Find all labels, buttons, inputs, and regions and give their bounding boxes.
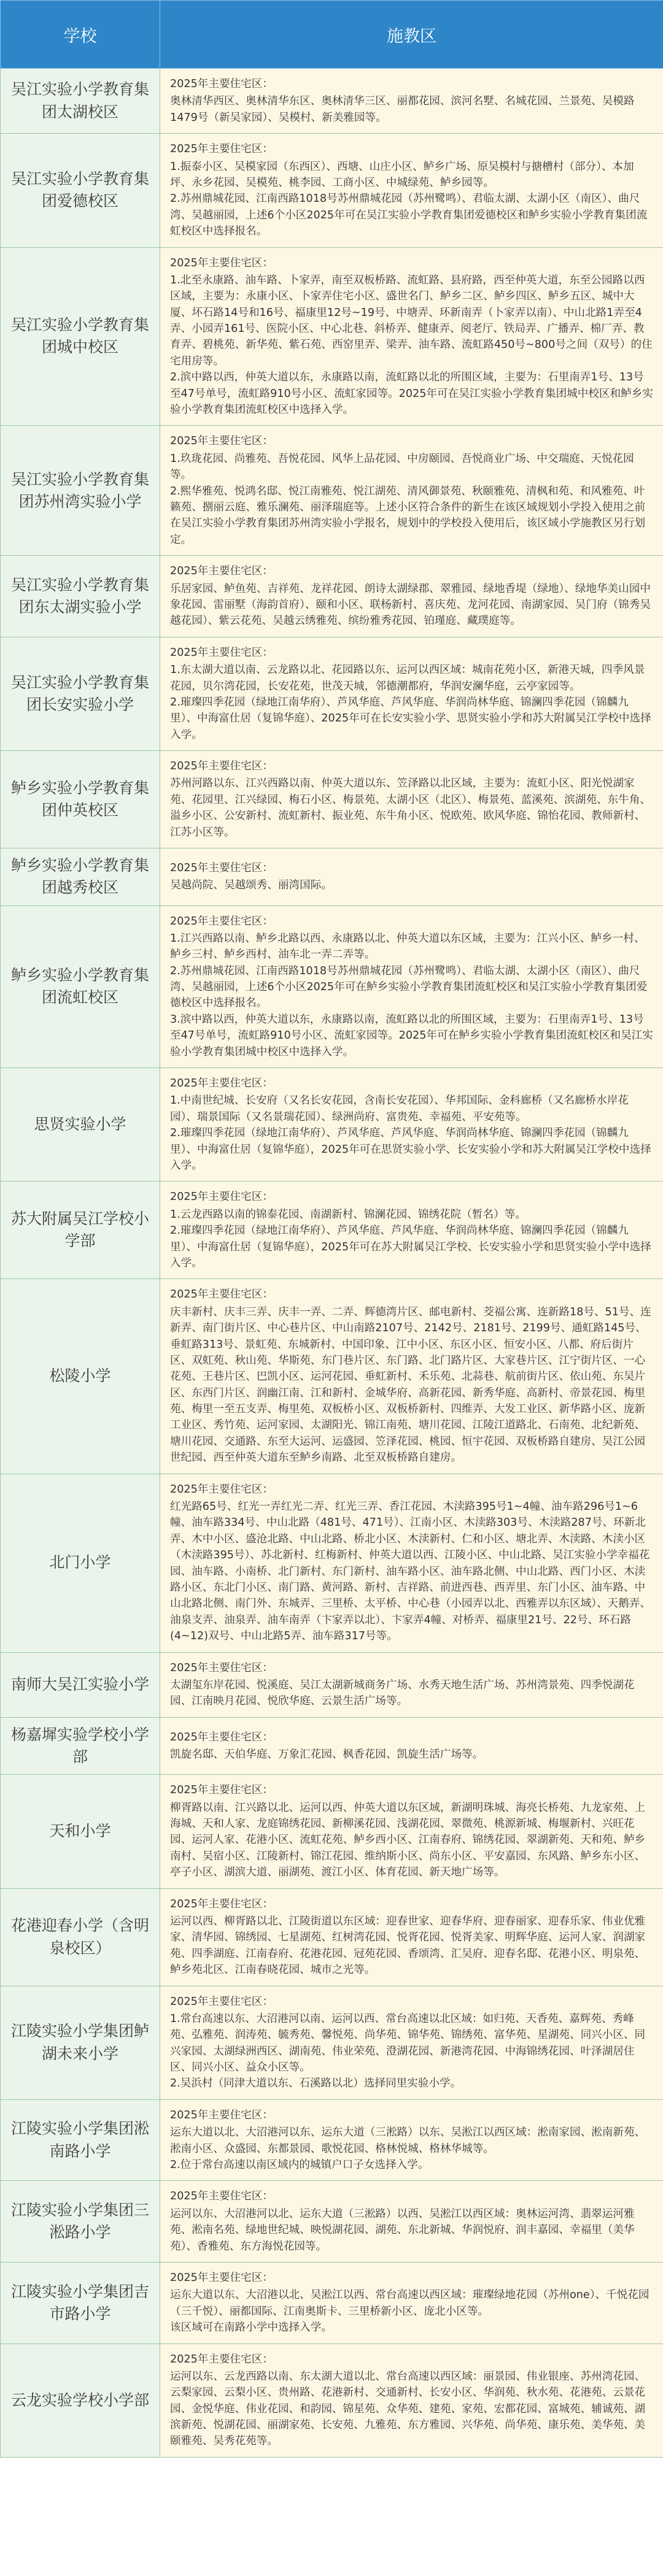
area-title: 2025年主要住宅区：	[170, 78, 273, 90]
catchment-area	[160, 1986, 663, 2099]
school-name: 思贤实验小学	[1, 1068, 160, 1182]
table-row	[1, 1775, 663, 1888]
table-row	[1, 556, 663, 637]
area-text: 苏州河路以东、江兴西路以南、仲英大道以东、笠泽路以北区域，主要为：流虹小区、阳光悦湖家苑、花园里、江兴绿园、梅石小区、梅景苑、太湖小区（北区）、梅景苑、蓝溪苑、滨湖苑、东牛角、溢乡小区、公安新村、流虹新村、振业苑、东牛角小区、悦欧苑、欧风华庭、锦怡花园、教师新村、江苏小区等。	[170, 777, 651, 839]
school-name: 花港迎春小学（含明泉校区）	[1, 1888, 160, 1986]
school-name: 吴江实验小学教育集团东太湖实验小学	[1, 556, 160, 637]
catchment-area	[160, 2099, 663, 2181]
header-area: 施教区	[160, 1, 663, 69]
school-name: 江陵实验小学集团三淞路小学	[1, 2181, 160, 2263]
area-text: 1.北至永康路、油车路、卜家弄，南至双板桥路、流虹路、县府路，西至仲英大道，东至公园路以西区域，主要为：永康小区、卜家弄住宅小区、盛世名门、鲈乡二区、鲈乡四区、鲈乡五区、城中大厦、坏石路14号和16号、福康里12号~19号、中塘弄、环新南弄（卜家弄以南）、中山北路1弄至4弄、小园弄161号、医院小区、中心北巷、斜桥弄、健康弄、阅老厅、铁局弄、广播弄、棉厂弄、教育弄、碧桃苑、新华苑、紫石苑、西窑里弄、梁弄、油车路、流虹路450号~800号之间（双号）的住宅用房等。 2.滨中路以西，仲英大道以东，永康路以南，流虹路以北的所围区域，主要为：石里南弄1号、13号至47号单号，流虹路910号小区、流虹家园等。2025年可在吴江实验小学教育集团城中校区和鲈乡实验小学教育集团流虹校区中选择入学。	[170, 274, 653, 417]
catchment-area	[160, 556, 663, 637]
area-title: 2025年主要住宅区：	[170, 2353, 273, 2366]
area-title: 2025年主要住宅区：	[170, 565, 273, 578]
table-row	[1, 2181, 663, 2263]
area-text: 1.中南世纪城、长安府（又名长安花园，含南长安花园）、华邦国际、金科廊桥（又名廊桥水岸花园）、瑞景国际（又名景瑞花园）、绿洲尚府、富贵苑、幸福苑、平安苑等。 2.璀璨四季花园（绿地江南华府）、芦风华庭、芦风华庭、华润尚林华庭、锦澜四季花园（锦麟九里）、中海富仕居（复锦华庭），2025年可在思贤实验小学、长安实验小学和苏大附属吴江学校中选择入学。	[170, 1094, 651, 1172]
table-row	[1, 905, 663, 1068]
catchment-area	[160, 134, 663, 247]
catchment-area	[160, 2262, 663, 2343]
catchment-area	[160, 1652, 663, 1717]
catchment-area	[160, 1182, 663, 1279]
school-name: 吴江实验小学教育集团爱德校区	[1, 134, 160, 247]
area-title: 2025年主要住宅区：	[170, 1077, 273, 1090]
school-name: 吴江实验小学教育集团苏州湾实验小学	[1, 426, 160, 556]
catchment-area	[160, 1279, 663, 1474]
school-name: 天和小学	[1, 1775, 160, 1888]
area-title: 2025年主要住宅区：	[170, 435, 273, 448]
table-row	[1, 1986, 663, 2099]
school-name: 苏大附属吴江学校小学部	[1, 1182, 160, 1279]
school-name: 吴江实验小学教育集团长安实验小学	[1, 637, 160, 750]
table-row	[1, 751, 663, 848]
area-text: 运东大道以北、大沼港河以东、运东大道（三淞路）以东、吴淞江以西区域：淞南家园、淞南新苑、淞南小区、众盛园、东都景园、歌悦花园、格林悦城、格林华城等。 2.位于常台高速以南区域内的城镇户口子女选择入学。	[170, 2126, 646, 2172]
area-text: 1.玖珑花园、尚雅苑、吾悦花园、风华上品花园、中房颐园、吾悦商业广场、中交瑞庭、天悦花园等。 2.熙华雅苑、悦鸿名邸、悦江南雅苑、悦江湖苑、清风御景苑、秋颐雅苑、清枫和苑、和风雅苑、叶籁苑、捌丽云庭、雅乐澜苑、丽泽瑞庭等。上述小区符合条件的新生在该区域规划小学投入使用之前在吴江实验小学教育集团苏州湾实验小学报名，规划中的学校投入使用后，该区域小学施教区另行划定。	[170, 452, 646, 546]
area-text: 1.振泰小区、吴模家园（东西区）、西塘、山庄小区、鲈乡广场、原吴模村与搪槽村（部分）、本加坪、永乡花园、吴模苑、桃李园、工商小区、中城绿苑、鲈乡园等。 2.苏州鼎城花园、江南西路1018号苏州鼎城花园（苏州鹭鸣）、君临太湖、太湖小区（南区）、曲尺湾、吴越丽园，上述6个小区2025年可在吴江实验小学教育集团爱德校区和鲈乡实验小学教育集团流虹校区中选择报名。	[170, 160, 648, 238]
table-row	[1, 134, 663, 247]
table-row	[1, 2099, 663, 2181]
area-title: 2025年主要住宅区：	[170, 2271, 273, 2284]
table-row	[1, 848, 663, 906]
table-row	[1, 1279, 663, 1474]
catchment-area	[160, 2181, 663, 2263]
catchment-area	[160, 848, 663, 906]
table-row	[1, 637, 663, 750]
table-row	[1, 1182, 663, 1279]
school-name: 江陵实验小学集团淞南路小学	[1, 2099, 160, 2181]
area-title: 2025年主要住宅区：	[170, 256, 273, 269]
area-title: 2025年主要住宅区：	[170, 915, 273, 928]
area-title: 2025年主要住宅区：	[170, 1191, 273, 1204]
table-row	[1, 69, 663, 134]
area-title: 2025年主要住宅区：	[170, 143, 273, 156]
area-text: 太湖玺东岸花园、悦溪庭、吴江太湖新城商务广场、水秀天地生活广场、苏州湾景苑、四季悦湖花园、江南映月花园、悦欣华庭、云景生活广场等。	[170, 1678, 635, 1708]
area-text: 运河以东、大沼港河以北、运东大道（三淞路）以西、吴淞江以西区域：奥林运河湾、翡翠运河雅苑、淞南名苑、绿地世纪城、映悦湖花园、湖苑、东北新城、华润悦府、润丰嘉园、幸福里（美华苑）、香雅苑、东方海悦花园等。	[170, 2207, 635, 2253]
catchment-area	[160, 751, 663, 848]
school-name: 杨嘉墀实验学校小学部	[1, 1717, 160, 1775]
catchment-area	[160, 426, 663, 556]
table-row	[1, 1652, 663, 1717]
school-name: 松陵小学	[1, 1279, 160, 1474]
catchment-area	[160, 637, 663, 750]
school-name: 吴江实验小学教育集团城中校区	[1, 247, 160, 426]
table-row	[1, 426, 663, 556]
area-title: 2025年主要住宅区：	[170, 1731, 273, 1744]
area-title: 2025年主要住宅区：	[170, 1784, 273, 1797]
catchment-area	[160, 1474, 663, 1652]
area-text: 凯旋名邸、天伯华庭、万象汇花园、枫香花园、凯旋生活广场等。	[170, 1748, 484, 1761]
table-row	[1, 1717, 663, 1775]
table-body	[1, 69, 663, 2458]
school-name: 江陵实验小学集团鲈湖未来小学	[1, 1986, 160, 2099]
area-text: 1.常台高速以东、大沼港河以南、运河以西、常台高速以北区域：如归苑、天香苑、嘉辉苑、秀峰苑、弘雅苑、润涛苑、毓秀苑、馨悦苑、尚华苑、锦华苑、锦绣苑、富华苑、星湖苑、同兴小区、同兴家园、太湖绿洲西区、湖南苑、伟业荣苑、澄湖花园、新港湾花园、中海锦绣花园、叶泽湖居住区、同兴小区、益众小区等。 2.吴浜村（同津大道以东、石溪路以北）选择同里实验小学。	[170, 2012, 646, 2090]
catchment-area	[160, 1775, 663, 1888]
table-row	[1, 1474, 663, 1652]
area-text: 奥林清华西区、奥林清华东区、奥林清华三区、丽都花园、滨河名墅、名城花园、兰景苑、吴模路1479号（新吴家园）、吴模村、新美雅园等。	[170, 95, 635, 124]
area-text: 运河以西、柳胥路以北、江陵街道以东区域：迎春世家、迎春华府、迎春丽家、迎春乐家、伟业优雅家、清华园、锦绣园、七星湖苑、红树湾花园、悦胥花园、悦胥美家、明辉华庭、运河人家、润湖家苑、四季湖庭、江南春府、花港花园、冠苑花园、香颂湾、汇吴府、迎春名邸、花港小区、明泉苑、鲈乡苑北区、江南春晓花园、城市之光等。	[170, 1915, 646, 1977]
catchment-area	[160, 69, 663, 134]
school-name: 南师大吴江实验小学	[1, 1652, 160, 1717]
table-header-row	[1, 1, 663, 69]
catchment-area	[160, 1717, 663, 1775]
table-row	[1, 247, 663, 426]
table-row	[1, 1888, 663, 1986]
area-text: 红光路65号、红光一弄红光二弄、红光三弄、香江花园、木渎路395号1~4幢、油车路296号1~6幢、油车路334号、中山北路（481号、471号）、江南小区、木渎路303号、木渎路287号、环新北弄、木中小区、盛沧北路、中山北路、桥北小区、木渎新村、仁和小区、塘北弄、木渎路、木渎小区（木渎路395号）、苏北新村、红梅新村、仲英大道以西、江陵小区、中山北路、吴江实验小学幸福花园、油车路、小南桥、北门新村、东门新村、油车路小区、油车路北侧、中山北路、西门小区、木渎路小区、东北门小区、南门路、黄河路、新村、吉祥路、前进西巷、西弄里、东门小区、油车路、中山北路北侧、南门外、东城弄、三里桥、太平桥、中心巷（小园弄以北、西雅弄以东区域）、天鹅弄、油泉支弄、油泉弄、油车南弄（卞家弄以北）、卞家弄4幢、对桥弄、福康里21号、22号、环石路(4~12)双号、中山北路5弄、油车路317号等。	[170, 1501, 651, 1643]
school-name: 吴江实验小学教育集团太湖校区	[1, 69, 160, 134]
area-text: 乐居家园、鲈鱼苑、吉祥苑、龙祥花园、朗诗太湖绿郡、翠雅园、绿地香堤（绿地）、绿地华美山园中象花园、雷丽墅（海韵首府）、颐和小区、联杨新村、喜庆苑、龙河花园、南湖家园、吴门府（锦秀吴越花园）、紫云花苑、吴越云绣雅苑、缤纷雅秀花园、铂瑾庭、藏璞庭等。	[170, 582, 651, 628]
school-name: 云龙实验学校小学部	[1, 2343, 160, 2457]
school-name: 鲈乡实验小学教育集团流虹校区	[1, 905, 160, 1068]
school-name: 鲈乡实验小学教育集团越秀校区	[1, 848, 160, 906]
area-text: 运东大道以东、大沼港以北、吴淞江以西、常台高速以西区域：璀璨绿地花园（苏州one）、千悦花园（三千悦）、丽都国际、江南奥斯卡、三里桥新小区、庞北小区等。 该区域可在南路小学中选择入学。	[170, 2289, 649, 2334]
area-title: 2025年主要住宅区：	[170, 1661, 273, 1674]
catchment-area	[160, 1888, 663, 1986]
catchment-area	[160, 1068, 663, 1182]
school-name: 鲈乡实验小学教育集团仲英校区	[1, 751, 160, 848]
table-row	[1, 1068, 663, 1182]
area-title: 2025年主要住宅区：	[170, 861, 273, 874]
catchment-area	[160, 905, 663, 1068]
table-row	[1, 2343, 663, 2457]
area-title: 2025年主要住宅区：	[170, 760, 273, 773]
area-title: 2025年主要住宅区：	[170, 2109, 273, 2121]
area-title: 2025年主要住宅区：	[170, 1995, 273, 2008]
area-text: 1.江兴西路以南、鲈乡北路以西、永康路以北、仲英大道以东区域，主要为：江兴小区、鲈乡一村、鲈乡三村、鲈乡西村、油车北一弄二弄等。 2.苏州鼎城花园、江南西路1018号苏州鼎城花园（苏州鹭鸣）、君临太湖、太湖小区（南区）、曲尺湾、吴越丽园，上述6个小区2025年可在鲈乡实验小学教育集团流虹校区和吴江实验小学教育集团爱德校区中选择报名。 3.滨中路以西，仲英大道以东，永康路以南，流虹路以北的所围区域，主要为：石里南弄1号、13号至47号单号，流虹路910号小区、流虹家园等。2025年可在鲈乡实验小学教育集团流虹校区和吴江实验小学教育集团城中校区中选择入学。	[170, 932, 653, 1058]
area-text: 庆丰新村、庆丰三弄、庆丰一弄、二弄、辉德湾片区、邮电新村、茭福公寓、连新路18号、51号、连新弄、南门街片区、中心巷片区、中山南路2107号、2142号、2181号、2199号、通虹路145号、垂虹路313号、景虹苑、东城新村、中国印象、江中小区、东区小区、恒安小区、八都、府后街片区、双虹苑、秋山苑、华斯苑、东门巷片区、东门路、北门路片区、大家巷片区、江宁街片区、一心花苑、王巷片区、巴凯小区、运河花园、垂虹新村、禾乐苑、北蒜巷、航前街片区、依山苑、东吴片区、东西门片区、润幽江南、江和新村、金城华府、高新花园、新秀华庭、高新村、帝景花园、梅里苑、梅里一至五支弄、梅里苑、双板桥小区、双板桥新村、四维弄、大发工业区、新华路小区、庞新工业区、秀竹苑、运河家园、太湖阳光、锦江南苑、塘川花园、江陵江道路北、石南苑、北纪新苑、塘川花园、交通路、东至大运河、运盛园、笠泽花园、桃园、恒宇花园、双板桥路自建房、吴江公园世纪园、西至仲英大道东至鲈乡南路、北至双板桥路自建房。	[170, 1305, 651, 1464]
table-row	[1, 2262, 663, 2343]
area-title: 2025年主要住宅区：	[170, 1483, 273, 1496]
school-name: 江陵实验小学集团吉市路小学	[1, 2262, 160, 2343]
header-school: 学校	[1, 1, 160, 69]
catchment-area	[160, 2343, 663, 2457]
area-text: 1.云龙西路以南的锦泰花园、南湖新村、锦澜花园、锦绣花院（暂名）等。 2.璀璨四季花园（绿地江南华府）、芦风华庭、芦风华庭、华润尚林华庭、锦澜四季花园（锦麟九里）、中海富仕居（复锦华庭），2025年可在苏大附属吴江学校、长安实验小学和思贤实验小学中选择入学。	[170, 1208, 651, 1269]
area-title: 2025年主要住宅区：	[170, 1288, 273, 1301]
area-title: 2025年主要住宅区：	[170, 2190, 273, 2203]
area-title: 2025年主要住宅区：	[170, 1897, 273, 1910]
area-text: 柳胥路以南、江兴路以北、运河以西、仲英大道以东区域，新湖明珠城、海亮长桥苑、九龙家苑、上海城、天和人家、龙庭锦绣花园、新柳溪花园、浅湖花园、翠微苑、桃源新城、梅堰新村、兴旺花园、运河人家、花港小区、流虹花苑、鲈乡西小区、江南春府、锦绣花园、翠湖新苑、天和苑、鲈乡南村、吴宿小区、江陵新村、锦江花园、维纳斯小区、尚东小区、平安嘉园、东风路、鲈乡东小区、亭子小区、湖滨大道、丽湖苑、渡江小区、体育花园、新天地广场等。	[170, 1801, 646, 1879]
catchment-area	[160, 247, 663, 426]
area-text: 1.东太湖大道以南、云龙路以北、花园路以东、运河以西区域：城南花苑小区，新港天城，四季风景花园，贝尔湾花园，长安花苑，世茂天城，邻德潮都府，华润安澜华庭，云亭家园等。 2.璀璨四季花园（绿地江南华府）、芦风华庭、芦风华庭、华润尚林华庭、锦澜四季花园（锦麟九里）、中海富仕居（复锦华庭）、2025年可在长安实验小学、思贤实验小学和苏大附属吴江学校中选择入学。	[170, 664, 651, 741]
area-title: 2025年主要住宅区：	[170, 646, 273, 659]
area-text: 运河以东、云龙西路以南、东太湖大道以北、常台高速以西区域：丽景园、伟业银座、苏州湾花园、云梨家园、云梨小区、贵州路、花港新村、交通新村、长安小区、华润苑、秋水苑、花港苑、云景花园、金悦华庭、伟业花园、和韵园、锦星苑、众华苑、建苑、家苑、宏都花园、富城苑、辅诚苑、湖滨新苑、悦湖花园、丽湖家苑、长安苑、九雅苑、东方雅园、兴华苑、尚华苑、康乐苑、美华苑、美颐雅苑、吴秀花苑等。	[170, 2370, 646, 2448]
area-text: 吴越尚院、吴越颂秀、丽湾国际。	[170, 879, 332, 892]
school-name: 北门小学	[1, 1474, 160, 1652]
